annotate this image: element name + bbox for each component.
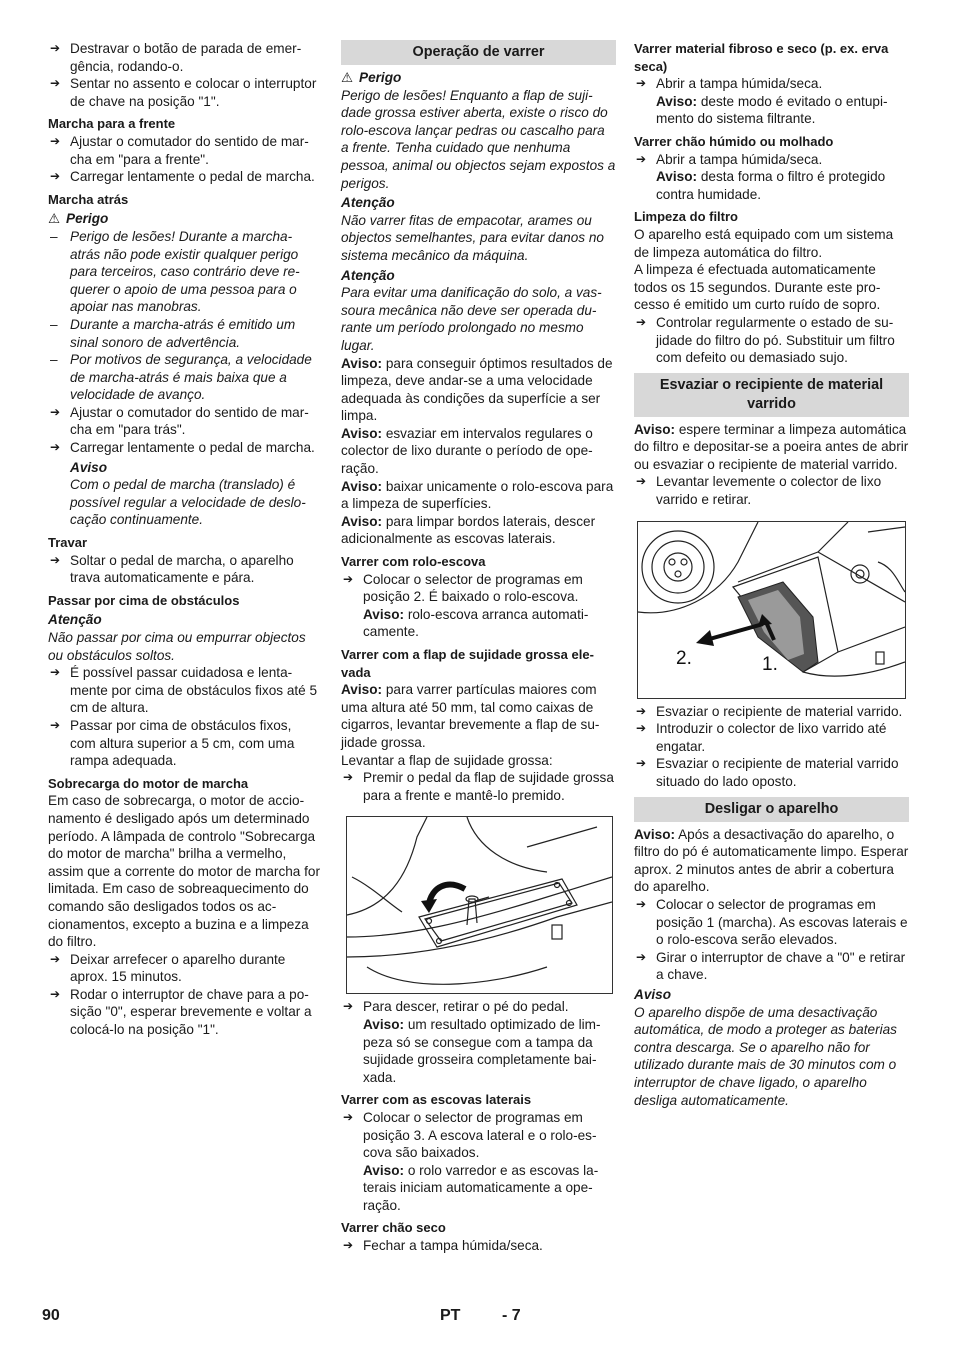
step-wet-floor: ➔ Abrir a tampa húmida/seca.	[634, 151, 909, 169]
step-forward-1: ➔ Ajustar o comutador do sentido de marcha em "para a frente".	[48, 133, 320, 168]
heading-wet-floor: Varrer chão húmido ou molhado	[634, 133, 834, 149]
step-fibrous: ➔ Abrir a tampa húmida/seca.	[634, 75, 909, 93]
heading-side-brushes: Varrer com as escovas laterais	[341, 1092, 532, 1108]
figure-label-step-1: 1.	[762, 653, 778, 675]
step-insert-container: ➔ Introduzir o colector de lixo varrido até engatar.	[634, 720, 909, 755]
heading-filter-cleaning: Limpeza do filtro	[634, 209, 738, 225]
caution-label-1: Atenção	[341, 195, 395, 211]
danger-text: Perigo de lesões! Enquanto a flap de sujidade grossa estiver aberta, existe o risco do rolo-escova lançar pedras ou cascalho para a frente. Tenha cuidado que nenhuma pessoa, animal ou objectos sejam expostos a perigos.	[341, 87, 616, 191]
step-sit-key-switch: ➔ Sentar no assento e colocar o interruptor de chave na posição "1".	[48, 75, 320, 110]
note-1: Aviso: para conseguir óptimos resultados de limpeza, deve andar-se a uma velocidade adequada às condições da superfície a ser limpa.	[341, 355, 613, 424]
switch-off-note: Aviso: Após a desactivação do aparelho, o filtro do pó é automaticamente limpo. Esperar aprox. 2 minutos antes de abrir a cobertura do aparelho.	[634, 826, 909, 895]
danger-label: ⚠ Perigo	[341, 70, 402, 85]
step-flap-press: ➔ Premir o pedal da flap de sujidade grossa para a frente e mantê-lo premido.	[341, 769, 616, 804]
step-filter-check: ➔ Controlar regularmente o estado de sujidade do filtro do pó. Substituir um filtro com defeito ou demasiado sujo.	[634, 314, 909, 367]
heading-dry-floor: Varrer chão seco	[341, 1220, 446, 1236]
step-forward-2: ➔ Carregar lentamente o pedal de marcha.	[48, 168, 320, 186]
step-switch-off-1: ➔ Colocar o selector de programas em posição 1 (marcha). As escovas laterais e o rolo-escova serão elevados.	[634, 896, 909, 949]
step-switch-off-2: ➔ Girar o interruptor de chave a "0" e retirar a chave.	[634, 949, 909, 984]
caution-text-2: Para evitar uma danificação do solo, a vassoura mecânica não deve ser operada durante um período prolongado no mesmo lugar.	[341, 285, 602, 353]
column-3	[634, 40, 909, 1109]
step-side-brushes: ➔ Colocar o selector de programas em posição 3. A escova lateral e o rolo-escova são baixados.	[341, 1109, 616, 1162]
step-dry-floor: ➔ Fechar a tampa húmida/seca.	[341, 1237, 616, 1255]
figure-label-step-2: 2.	[676, 647, 692, 669]
column-2	[341, 40, 616, 1255]
danger-item-2: – Durante a marcha-atrás é emitido um sinal sonoro de advertência.	[48, 316, 320, 351]
step-roller-brush: ➔ Colocar o selector de programas em posição 2. É baixado o rolo-escova.	[341, 571, 616, 606]
column-1	[48, 40, 320, 1039]
step-obstacle-2: ➔ Passar por cima de obstáculos fixos, com altura superior a 5 cm, com uma rampa adequada.	[48, 717, 320, 770]
waste-container-illustration	[638, 522, 905, 698]
heading-reverse: Marcha atrás	[48, 191, 129, 207]
flap-pedal-illustration	[347, 817, 612, 993]
roller-note: Aviso: rolo-escova arranca automaticamente.	[363, 606, 589, 640]
heading-forward: Marcha para a frente	[48, 116, 176, 132]
step-unlock-emergency: ➔ Destravar o botão de parada de emergência, rodando-o.	[48, 40, 320, 75]
section-band-empty-container: Esvaziar o recipiente de material varrido	[634, 373, 909, 417]
step-reverse-1: ➔ Ajustar o comutador do sentido de marcha em "para trás".	[48, 404, 320, 439]
figure-waste-container	[637, 521, 906, 699]
heading-fibrous: Varrer material fibroso e seco (p. ex. erva seca)	[634, 41, 889, 74]
step-flap-release: ➔ Para descer, retirar o pé do pedal.	[341, 998, 616, 1016]
caution-label-2: Atenção	[341, 267, 395, 283]
warning-triangle-icon: ⚠	[48, 211, 61, 227]
note-4: Aviso: para limpar bordos laterais, descer adicionalmente as escovas laterais.	[341, 513, 596, 547]
caution-label: Atenção	[48, 612, 102, 628]
step-obstacle-1: ➔ É possível passar cuidadosa e lentamente por cima de obstáculos fixos até 5 cm de altura.	[48, 664, 320, 717]
step-reverse-2: ➔ Carregar lentamente o pedal de marcha.	[48, 439, 320, 457]
heading-brake: Travar	[48, 535, 88, 551]
danger-label: ⚠ Perigo	[48, 211, 109, 227]
section-band-switch-off: Desligar o aparelho	[634, 797, 909, 822]
flap-release-note: Aviso: um resultado optimizado de limpeza só se consegue com a tampa da sujidade grosseira completamente baixada.	[363, 1016, 601, 1085]
note-text: O aparelho dispõe de uma desactivação automática, de modo a proteger as baterias contra descarga. Se o aparelho não for utilizado durante mais de 30 minutos com o interruptor de chave ligado, o aparelho desliga automaticamente.	[634, 1004, 897, 1108]
note-text: Com o pedal de marcha (translado) é possível regular a velocidade de deslocação continuamente.	[70, 477, 306, 528]
fibrous-note: Aviso: deste modo é evitado o entupimento do sistema filtrante.	[656, 93, 888, 127]
step-brake: ➔ Soltar o pedal de marcha, o aparelho trava automaticamente e pára.	[48, 552, 320, 587]
language-code: PT	[440, 1307, 461, 1324]
step-lift-container: ➔ Levantar levemente o colector de lixo varrido e retirar.	[634, 473, 909, 508]
note-label: Aviso	[634, 986, 672, 1002]
heading-obstacles: Passar por cima de obstáculos	[48, 592, 240, 608]
step-overload-2: ➔ Rodar o interruptor de chave para a posição "0", esperar brevemente e voltar a colocá-lo na posição "1".	[48, 986, 320, 1039]
danger-item-1: – Perigo de lesões! Durante a marcha-atrás não pode existir qualquer perigo para terceiros, caso contrário deve requerer o apoio de uma pessoa para o apoiar nas manobras.	[48, 228, 320, 316]
side-brushes-note: Aviso: o rolo varredor e as escovas laterais iniciam automaticamente a operação.	[363, 1162, 599, 1213]
section-page-number: - 7	[502, 1307, 521, 1324]
section-band-sweeping: Operação de varrer	[341, 40, 616, 65]
note-2: Aviso: esvaziar em intervalos regulares o colector de lixo durante o período de operação.	[341, 425, 593, 477]
heading-overload: Sobrecarga do motor de marcha	[48, 775, 249, 791]
caution-text: Não passar por cima ou empurrar objectos ou obstáculos soltos.	[48, 630, 306, 663]
note-label: Aviso	[70, 459, 108, 475]
heading-flap: Varrer com a flap de sujidade grossa elevada	[341, 647, 594, 680]
figure-flap-pedal	[346, 816, 613, 994]
filter-text-1: O aparelho está equipado com um sistema de limpeza automática do filtro.	[634, 226, 894, 260]
overload-text: Em caso de sobrecarga, o motor de accionamento é desligado após um determinado período. A lâmpada de controlo "Sobrecarga do motor de marcha" brilha a vermelho, assim que a corrente do motor de marcha for limitada. Em caso de sobreaquecimento do comando são desligados todos os accionamentos, excepto a buzina e a limpeza do filtro.	[48, 793, 321, 950]
heading-roller-brush: Varrer com rolo-escova	[341, 554, 486, 570]
flap-note: Aviso: para varrer partículas maiores com uma altura até 50 mm, tal como caixas de cigarros, levantar brevemente a flap de sujidade grossa.	[341, 682, 600, 750]
empty-note: Aviso: espere terminar a limpeza automática do filtro e depositar-se a poeira antes de abrir ou esvaziar o recipiente de material varrido.	[634, 421, 909, 472]
step-empty-1: ➔ Esvaziar o recipiente de material varrido.	[634, 703, 909, 721]
warning-triangle-icon: ⚠	[341, 70, 354, 85]
danger-item-3: – Por motivos de segurança, a velocidade de marcha-atrás é mais baixa que a velocidade de avanço.	[48, 351, 320, 404]
step-empty-opposite: ➔ Esvaziar o recipiente de material varrido situado do lado oposto.	[634, 755, 909, 790]
page-number: 90	[42, 1307, 60, 1324]
wet-floor-note: Aviso: desta forma o filtro é protegido contra humidade.	[656, 169, 886, 202]
filter-text-2: A limpeza é efectuada automaticamente todos os 15 segundos. Durante este processo é emitido um curto ruído de sopro.	[634, 262, 881, 313]
flap-lift-text: Levantar a flap de sujidade grossa:	[341, 752, 553, 768]
step-overload-1: ➔ Deixar arrefecer o aparelho durante aprox. 15 minutos.	[48, 951, 320, 986]
note-3: Aviso: baixar unicamente o rolo-escova para a limpeza de superfícies.	[341, 478, 614, 512]
caution-text-1: Não varrer fitas de empacotar, arames ou objectos semelhantes, para evitar danos no sistema mecânico da máquina.	[341, 212, 604, 263]
